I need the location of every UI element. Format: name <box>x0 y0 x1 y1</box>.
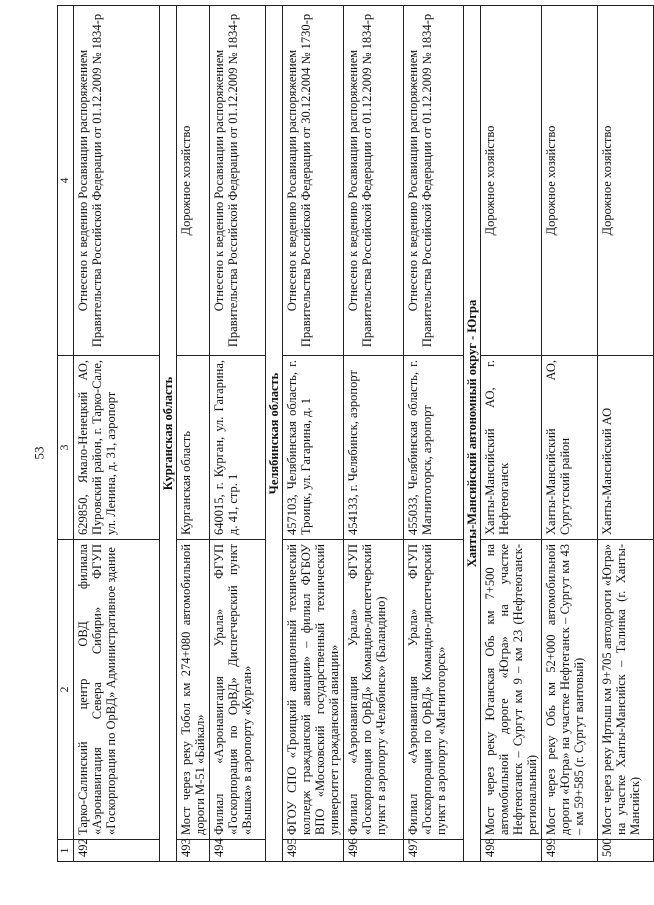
section-title: Челябинская область <box>265 6 282 862</box>
table-row <box>176 6 209 862</box>
table-row <box>480 6 541 862</box>
row-number: 493 <box>176 840 209 862</box>
object-address: Ханты-Мансийский АО <box>597 356 653 540</box>
table-row <box>403 6 463 862</box>
object-name: Мост через реку Тобол км 274+080 автомобильной дороги М-51 «Байкал» <box>176 540 209 840</box>
legal-basis: Отнесено к ведению Росавиации распоряжением Правительства Российской Федерации от 01.12.2009 № 1834-р <box>209 6 265 356</box>
legal-basis: Дорожное хозяйство <box>176 6 209 356</box>
rotated-page <box>57 6 642 862</box>
legal-basis: Дорожное хозяйство <box>541 6 597 356</box>
page-number-text: 53 <box>31 446 46 460</box>
row-number: 494 <box>209 840 265 862</box>
table-row <box>541 6 597 862</box>
registry-table <box>57 5 654 862</box>
object-address: 629850, Ямало-Ненецкий АО, Пуровский район, г. Тарко-Сале, ул. Ленина, д. 31, аэропорт <box>73 356 159 540</box>
row-number: 496 <box>343 840 403 862</box>
section-title: Ханты-Мансийский автономный округ - Югра <box>463 6 480 862</box>
legal-basis: Отнесено к ведению Росавиации распоряжением Правительства Российской Федерации от 30.12.2004 № 1730-р <box>282 6 343 356</box>
table-row <box>209 6 265 862</box>
object-address: 457103, Челябинская область, г. Троицк, ул. Гагарина, д. 1 <box>282 356 343 540</box>
section-title: Курганская область <box>159 6 176 862</box>
object-address: Курганская область <box>176 356 209 540</box>
object-address: 455033, Челябинская область, г. Магнитогорск, аэропорт <box>403 356 463 540</box>
object-name: Филиал «Аэронавигация Урала» ФГУП «Госкорпорация по ОрВД» Диспетчерский пункт «Вышка» в аэропорту «Курган» <box>209 540 265 840</box>
header-row <box>58 6 74 862</box>
object-name: ФГОУ СПО «Троицкий авиационный технический колледж гражданской авиации» – филиал ФГБОУ ВПО «Московский государственный технический университет гражданской авиации» <box>282 540 343 840</box>
object-address: Ханты-Мансийский АО, Сургутский район <box>541 356 597 540</box>
table-row <box>343 6 403 862</box>
object-name: Тарко-Салинский центр ОВД филиала «Аэронавигация Севера Сибири» ФГУП «Госкорпорация по ОрВД» Административное здание <box>73 540 159 840</box>
row-number: 495 <box>282 840 343 862</box>
row-number: 499 <box>541 840 597 862</box>
table-row <box>282 6 343 862</box>
section-row <box>159 6 176 862</box>
section-row <box>265 6 282 862</box>
page-number <box>32 440 46 466</box>
row-number: 497 <box>403 840 463 862</box>
object-name: Мост через реку Иртыш км 9+705 автодороги «Югра» на участке Ханты-Мансийск – Талинка (г. Ханты-Мансийск) <box>597 540 653 840</box>
object-name: Филиал «Аэронавигация Урала» ФГУП «Госкорпорация по ОрВД» Командно-диспетчерский пункт в аэропорту «Магнитогорск» <box>403 540 463 840</box>
legal-basis: Дорожное хозяйство <box>480 6 541 356</box>
table-row <box>597 6 653 862</box>
header-cell: 2 <box>58 540 74 840</box>
object-address: Ханты-Мансийский АО, г. Нефтеюганск <box>480 356 541 540</box>
object-name: Филиал «Аэронавигация Урала» ФГУП «Госкорпорация по ОрВД» Командно-диспетчерский пункт в аэропорту «Челябинск» (Баландино) <box>343 540 403 840</box>
object-name: Мост через реку Юганская Обь км 7+500 на автомобильной дороге «Югра» на участке Нефтеюганск – Сургут км 9 – км 23 (Нефтеюганск-региональный) <box>480 540 541 840</box>
legal-basis: Отнесено к ведению Росавиации распоряжением Правительства Российской Федерации от 01.12.2009 № 1834-р <box>403 6 463 356</box>
legal-basis: Отнесено к ведению Росавиации распоряжением Правительства Российской Федерации от 01.12.2009 № 1834-р <box>343 6 403 356</box>
header-cell: 4 <box>58 6 74 356</box>
header-cell: 1 <box>58 840 74 862</box>
table-row <box>73 6 159 862</box>
section-row <box>463 6 480 862</box>
row-number: 500 <box>597 840 653 862</box>
legal-basis: Отнесено к ведению Росавиации распоряжением Правительства Российской Федерации от 01.12.2009 № 1834-р <box>73 6 159 356</box>
row-number: 498 <box>480 840 541 862</box>
object-name: Мост через реку Обь км 52+000 автомобильной дороги «Югра» на участке Нефтеганск – Сургут км 43 – км 59+585 (г. Сургут вантовый) <box>541 540 597 840</box>
object-address: 454133, г. Челябинск, аэропорт <box>343 356 403 540</box>
object-address: 640015, г. Курган, ул. Гагарина, д. 41, стр. 1 <box>209 356 265 540</box>
legal-basis: Дорожное хозяйство <box>597 6 653 356</box>
row-number: 492 <box>73 840 159 862</box>
header-cell: 3 <box>58 356 74 540</box>
